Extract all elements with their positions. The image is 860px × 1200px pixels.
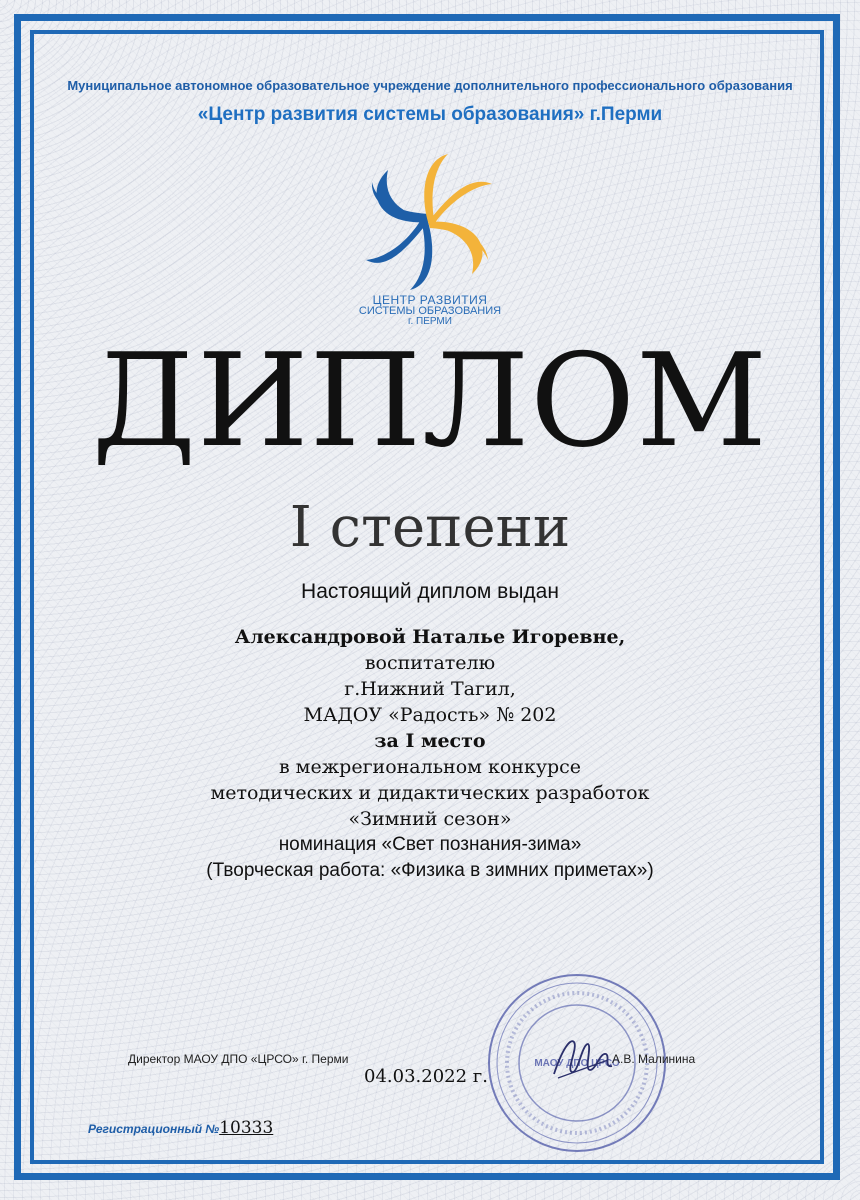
signer-name: А.В. Малинина [612,1052,696,1066]
diploma-body [0,578,860,884]
award-place: за I место [374,730,486,752]
issue-date: 04.03.2022 г. [364,1066,488,1087]
logo-blue-swirl [366,170,432,290]
logo-text-line3: г. ПЕРМИ [408,316,452,327]
logo-swirl-icon [358,152,502,292]
nomination: номинация «Свет познания-зима» [278,834,582,855]
recipient-city: г.Нижний Тагил, [344,678,516,700]
recipient-position: воспитателю [364,652,496,674]
center-name: «Центр развития системы образования» г.Перми [197,104,663,125]
diploma-title: ДИПЛОМ [91,327,769,476]
stamp-text: МАОУ ДПО ЦРСО [534,1058,620,1069]
work-title: (Творческая работа: «Физика в зимних приметах») [206,860,654,881]
director-title: Директор МАОУ ДПО «ЦРСО» г. Перми [128,1052,349,1066]
recipient-name: Александровой Наталье Игоревне, [234,626,626,648]
org-line: Муниципальное автономное образовательное учреждение дополнительного профессионального образования [67,78,793,93]
logo-yellow-swirl [424,154,492,274]
registration-number: 10333 [219,1118,274,1138]
signature-icon [548,1030,618,1086]
issued-text: Настоящий диплом выдан [301,580,559,603]
registration-label: Регистрационный № [88,1122,220,1136]
diploma-degree: I степени [289,495,571,560]
logo-text-line2: СИСТЕМЫ ОБРАЗОВАНИЯ [358,305,502,317]
contest-name: «Зимний сезон» [348,808,512,830]
recipient-institution: МАДОУ «Радость» № 202 [303,704,557,726]
registration [88,1118,273,1138]
logo-text-line1: ЦЕНТР РАЗВИТИЯ [372,293,488,307]
award-line1: в межрегиональном конкурсе [278,756,582,778]
award-line2: методических и дидактических разработок [210,782,650,804]
